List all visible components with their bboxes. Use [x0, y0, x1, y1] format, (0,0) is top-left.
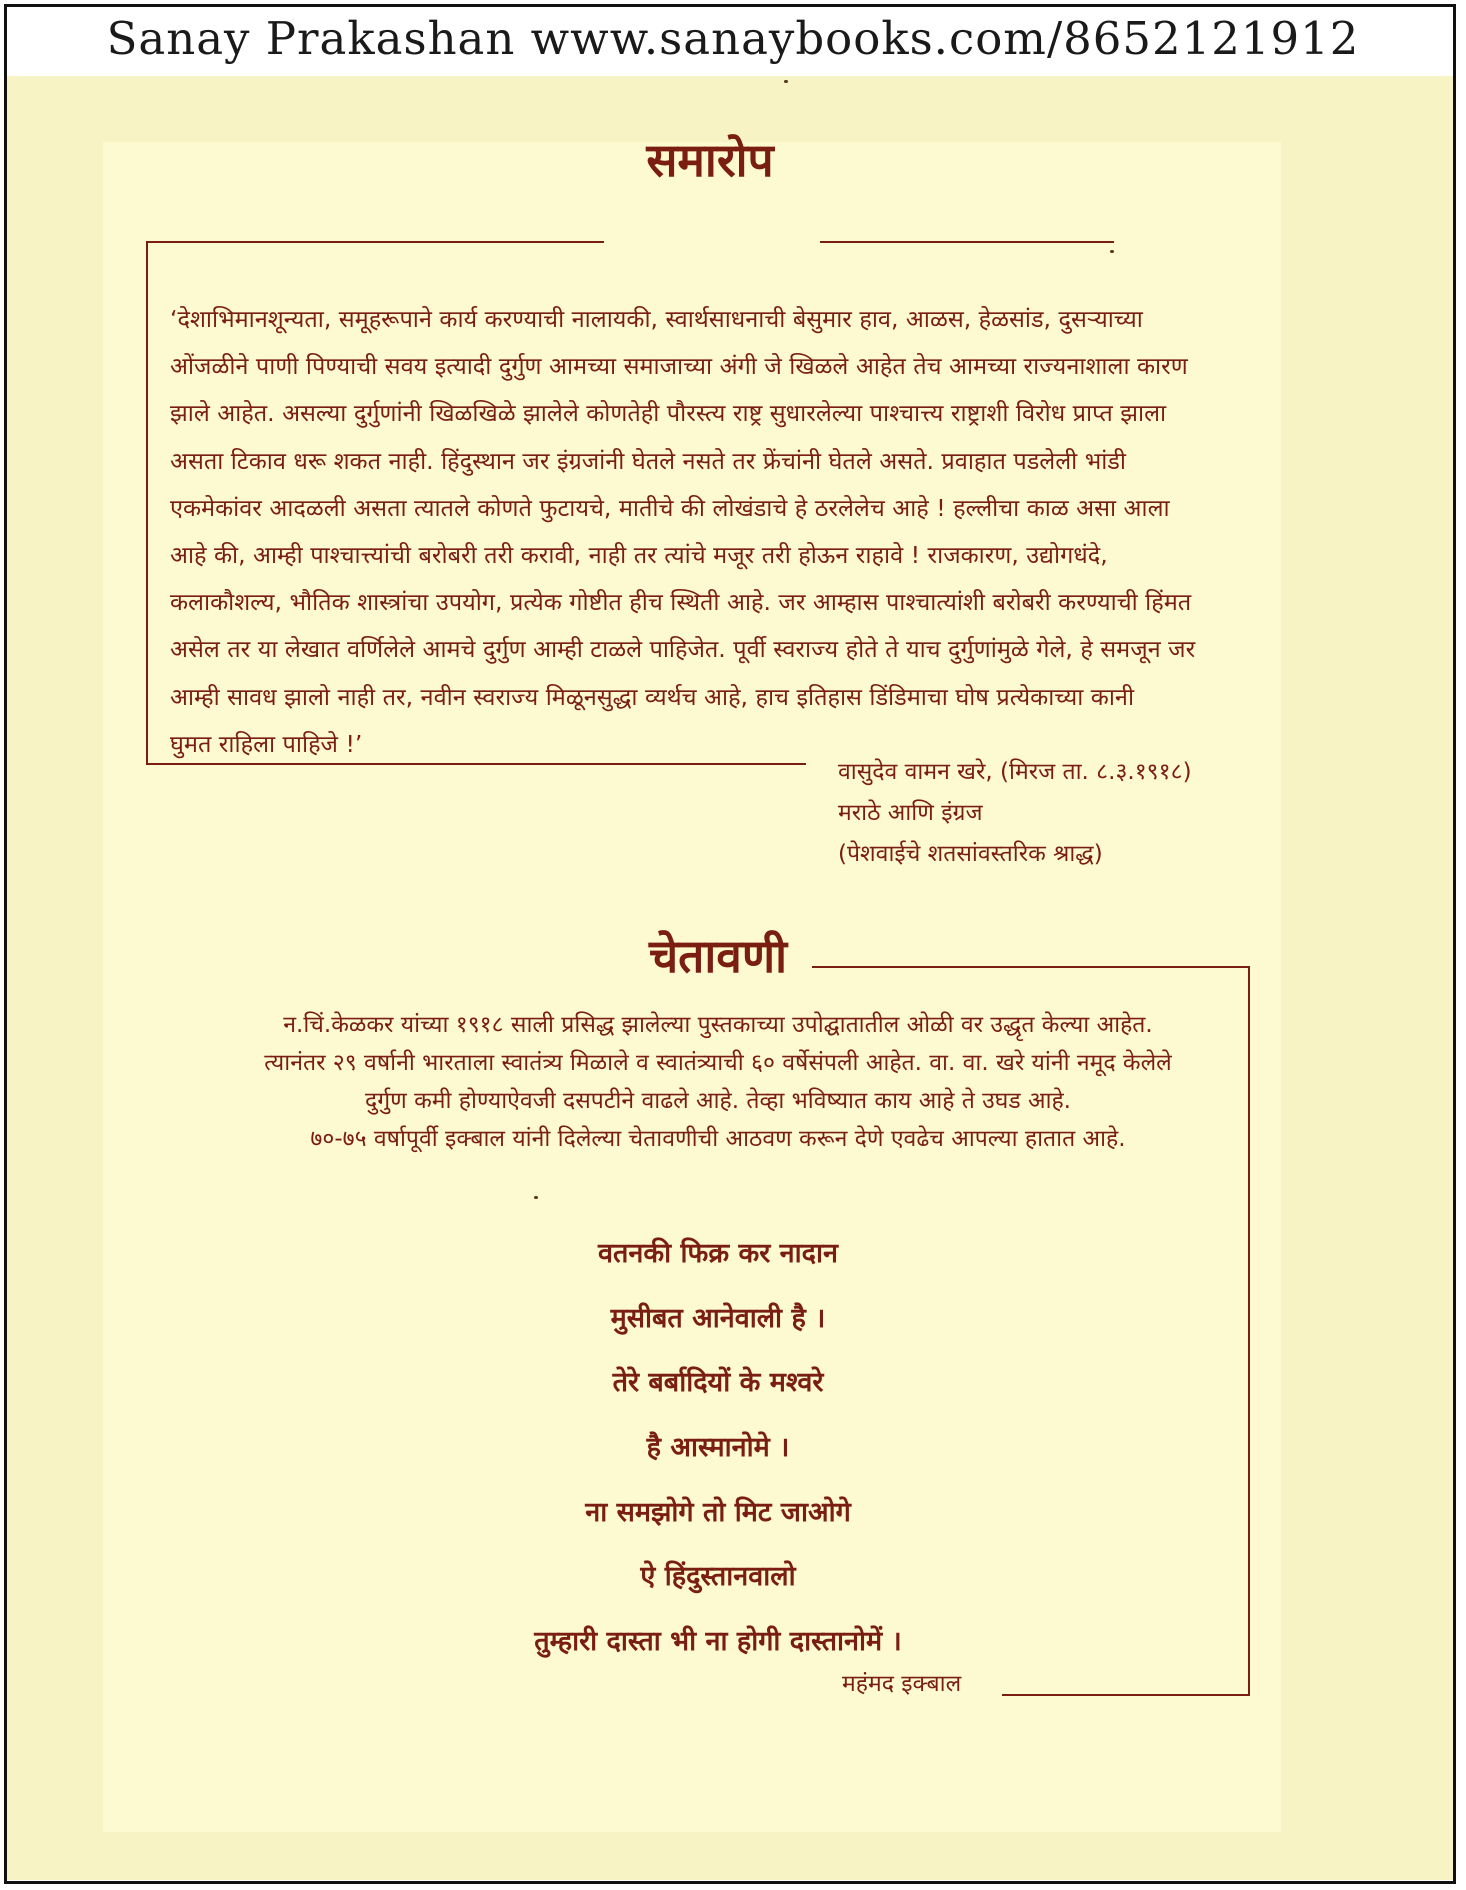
poet-name: महंमद इक्बाल: [842, 1671, 962, 1697]
warning-frame-bottom: [1002, 1694, 1250, 1696]
conclusion-frame-top-left: [146, 241, 604, 243]
warning-frame-top: [812, 966, 1250, 968]
poem-line: तुम्हारी दास्ता भी ना होगी दास्तानोमें ।: [534, 1626, 902, 1658]
quote-line: एकमेकांवर आदळली असता त्यातले कोणते फुटायचे, मातीचे की लोखंडाचे हे ठरलेलेच आहे ! हल्लीचा काळ असा आला: [170, 493, 1170, 522]
conclusion-attribution: [838, 752, 1192, 875]
conclusion-frame-top-right: [820, 241, 1114, 243]
scan-speck: [1110, 250, 1114, 253]
quote-line: ओंजळीने पाणी पिण्याची सवय इत्यादी दुर्गुण आमच्या समाजाच्या अंगी जे खिळले आहेत तेच आमच्या राज्यनाशाला कारण: [170, 352, 1188, 381]
attribution-author: वासुदेव वामन खरे, (मिरज ता. ८.३.१९१८): [838, 759, 1192, 785]
poem-line: वतनकी फिक्र कर नादान: [598, 1238, 838, 1269]
warning-title: चेतावणी: [648, 929, 788, 983]
poem-line: मुसीबत आनेवाली है ।: [610, 1302, 826, 1334]
attribution-subtitle: (पेशवाईचे शतसांवस्तरिक श्राद्ध): [838, 841, 1103, 867]
conclusion-quote: [170, 296, 1256, 768]
scan-speck: [784, 80, 788, 83]
quote-line: झाले आहेत. असल्या दुर्गुणांनी खिळखिळे झालेले कोणतेही पौरस्त्य राष्ट्र सुधारलेल्या पाश्चात्त्य राष्ट्राशी विरोध प्राप्त झाला: [170, 399, 1167, 428]
quote-line: घुमत राहिला पाहिजे !’: [170, 729, 363, 758]
iqbal-poem: [480, 1222, 956, 1675]
poem-line: तेरे बर्बादियों के मश्वरे: [612, 1367, 824, 1399]
poem-line: है आस्मानोमे ।: [646, 1432, 790, 1464]
conclusion-title: समारोप: [646, 133, 774, 187]
poem-line: ना समझोगे तो मिट जाओगे: [585, 1496, 851, 1528]
intro-line: न.चिं.केळकर यांच्या १९१८ साली प्रसिद्ध झालेल्या पुस्तकाच्या उपोद्घातातील ओळी वर उद्धृत केल्या आहेत.: [283, 1012, 1153, 1038]
poem-line: ऐ हिंदुस्तानवालो: [640, 1561, 796, 1593]
intro-line: ७०-७५ वर्षापूर्वी इक्बाल यांनी दिलेल्या चेतावणीची आठवण करून देणे एवढेच आपल्या हातात आहे.: [310, 1126, 1126, 1152]
quote-line: असता टिकाव धरू शकत नाही. हिंदुस्थान जर इंग्रजांनी घेतले नसते तर फ्रेंचांनी घेतले असते. प्रवाहात पडलेली भांडी: [170, 446, 1126, 475]
publisher-banner: Sanay Prakashan www.sanaybooks.com/8652121912: [106, 12, 1360, 65]
quote-line: कलाकौशल्य, भौतिक शास्त्रांचा उपयोग, प्रत्येक गोष्टीत हीच स्थिती आहे. जर आम्हास पाश्चात्यांशी बरोबरी करण्याची हिंमत: [170, 588, 1192, 617]
quote-line: आम्ही सावध झालो नाही तर, नवीन स्वराज्य मिळूनसुद्धा व्यर्थच आहे, हाच इतिहास डिंडिमाचा घोष प्रत्येकाच्या कानी: [170, 682, 1135, 711]
intro-line: दुर्गुण कमी होण्याऐवजी दसपटीने वाढले आहे. तेव्हा भविष्यात काय आहे ते उघड आहे.: [364, 1088, 1071, 1114]
intro-line: त्यानंतर २९ वर्षानी भारताला स्वातंत्र्य मिळाले व स्वातंत्र्याची ६० वर्षेसंपली आहेत. वा. वा. खरे यांनी नमूद केलेले: [264, 1050, 1172, 1076]
quote-line: असेल तर या लेखात वर्णिलेले आमचे दुर्गुण आम्ही टाळले पाहिजेत. पूर्वी स्वराज्य होते ते याच दुर्गुणांमुळे गेले, हे समजून जर: [170, 635, 1196, 664]
scan-speck: [534, 1196, 538, 1199]
quote-line: आहे की, आम्ही पाश्चात्त्यांची बरोबरी तरी करावी, नाही तर त्यांचे मजूर तरी होऊन राहावे ! राजकारण, उद्योगधंदे,: [170, 540, 1108, 569]
warning-intro: [178, 1006, 1258, 1158]
quote-line: ‘देशाभिमानशून्यता, समूहरूपाने कार्य करण्याची नालायकी, स्वार्थसाधनाची बेसुमार हाव, आळस, हेळसांड, दुसऱ्याच्या: [170, 305, 1143, 333]
attribution-book: मराठे आणि इंग्रज: [838, 800, 983, 826]
conclusion-frame-left: [146, 241, 148, 765]
